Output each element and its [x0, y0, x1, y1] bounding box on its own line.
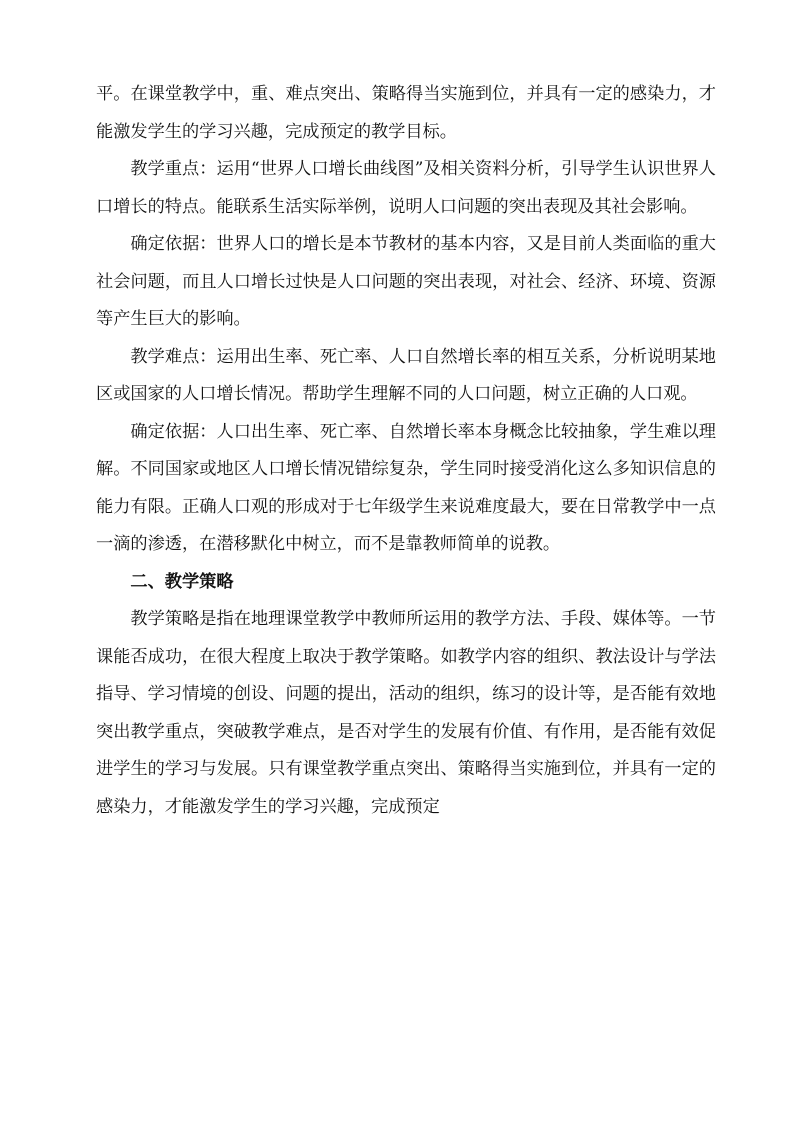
focus-basis-paragraph: 确定依据：世界人口的增长是本节教材的基本内容，又是目前人类面临的重大社会问题，而且人口增长过快是人口问题的突出表现，对社会、经济、环境、资源等产生巨大的影响。: [96, 234, 716, 329]
teaching-focus-paragraph: 教学重点：运用“世界人口增长曲线图”及相关资料分析，引导学生认识世界人口增长的特点。能联系生活实际举例，说明人口问题的突出表现及其社会影响。: [96, 159, 716, 217]
teaching-difficulty-paragraph: 教学难点：运用出生率、死亡率、人口自然增长率的相互关系，分析说明某地区或国家的人口增长情况。帮助学生理解不同的人口问题，树立正确的人口观。: [96, 346, 716, 404]
continuation-paragraph: 平。在课堂教学中，重、难点突出、策略得当实施到位，并具有一定的感染力，才能激发学生的学习兴趣，完成预定的教学目标。: [96, 84, 716, 142]
difficulty-basis-paragraph: 确定依据：人口出生率、死亡率、自然增长率本身概念比较抽象，学生难以理解。不同国家或地区人口增长情况错综复杂，学生同时接受消化这么多知识信息的能力有限。正确人口观的形成对于七年级学生来说难度最大，要在日常教学中一点一滴的渗透，在潜移默化中树立，而不是靠教师简单的说教。: [96, 421, 716, 554]
section-heading: 二、教学策略: [130, 571, 234, 592]
document-page: [96, 76, 716, 826]
strategy-paragraph: 教学策略是指在地理课堂教学中教师所运用的教学方法、手段、媒体等。一节课能否成功，在很大程度上取决于教学策略。如教学内容的组织、教法设计与学法指导、学习情境的创设、问题的提出，活动的组织，练习的设计等，是否能有效地突出教学重点，突破教学难点，是否对学生的发展有价值、有作用，是否能有效促进学生的学习与发展。只有课堂教学重点突出、策略得当实施到位，并具有一定的感染力，才能激发学生的学习兴趣，完成预定: [96, 609, 716, 817]
